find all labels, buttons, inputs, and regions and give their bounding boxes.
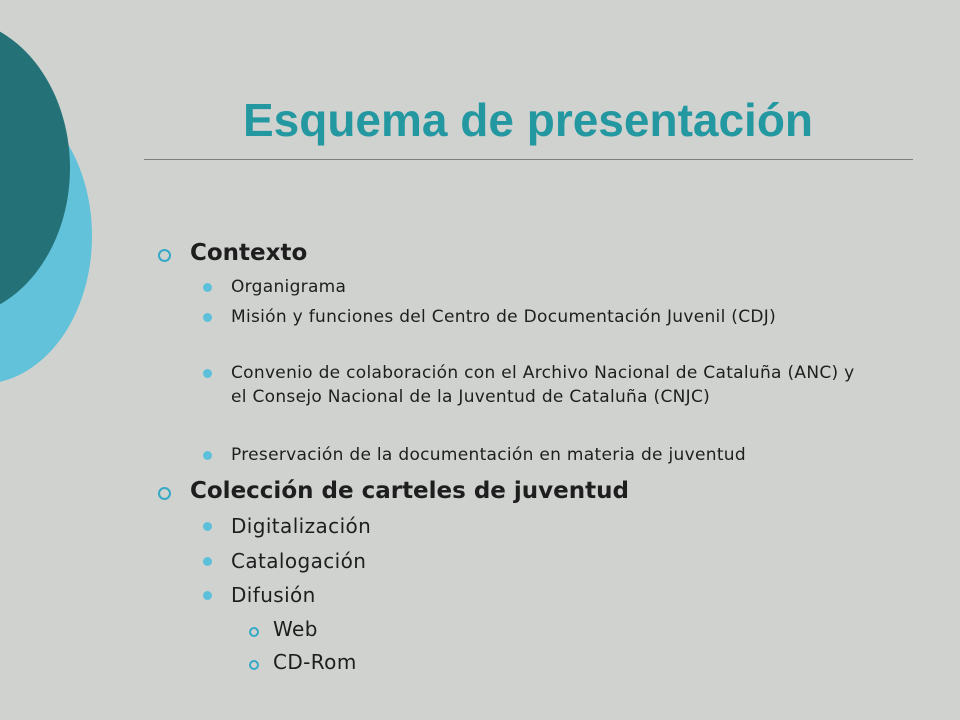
dot-bullet-icon xyxy=(203,369,212,378)
sub-list-item: Web xyxy=(273,617,318,641)
dot-bullet-icon xyxy=(203,451,212,460)
ring-bullet-icon xyxy=(249,627,259,637)
list-item: Organigrama xyxy=(231,277,347,297)
list-item: Difusión xyxy=(231,583,316,607)
dot-bullet-icon xyxy=(203,522,212,531)
slide-title: Esquema de presentación xyxy=(242,94,814,146)
sub-list-item: CD-Rom xyxy=(273,650,357,674)
list-item: Misión y funciones del Centro de Documentación Juvenil (CDJ) xyxy=(231,307,777,327)
list-item: Convenio de colaboración con el Archivo Nacional de Cataluña (ANC) y el Consejo Nacional de la Juventud de Cataluña (CNJC) xyxy=(231,363,855,407)
dot-bullet-icon xyxy=(203,283,212,292)
ring-bullet-icon xyxy=(158,249,171,262)
dot-bullet-icon xyxy=(203,313,212,322)
list-item: Preservación de la documentación en materia de juventud xyxy=(231,445,746,465)
section-heading-coleccion: Colección de carteles de juventud xyxy=(190,478,629,504)
list-item: Digitalización xyxy=(231,514,372,538)
ring-bullet-icon xyxy=(249,660,259,670)
section-heading-contexto: Contexto xyxy=(190,240,308,266)
dot-bullet-icon xyxy=(203,591,212,600)
dot-bullet-icon xyxy=(203,557,212,566)
list-item: Catalogación xyxy=(231,549,367,573)
ring-bullet-icon xyxy=(158,487,171,500)
